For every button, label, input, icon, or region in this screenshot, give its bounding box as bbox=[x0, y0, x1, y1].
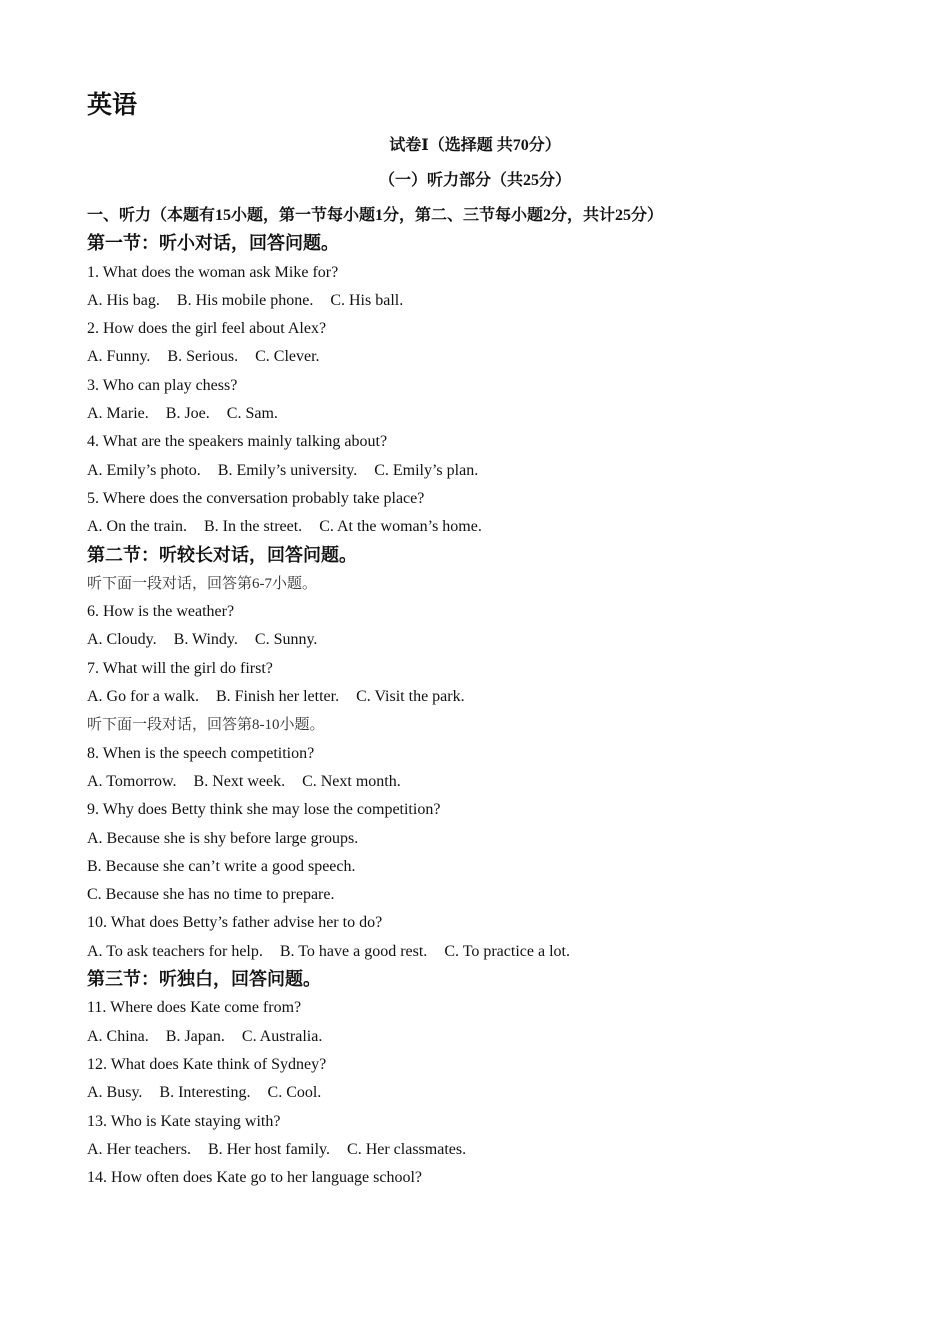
answer-option: B. Joe. bbox=[165, 405, 210, 423]
answer-option: A. Her teachers. bbox=[87, 1140, 191, 1158]
answer-option: C. Sunny. bbox=[254, 631, 318, 649]
answer-options bbox=[87, 343, 887, 371]
question-list bbox=[87, 202, 887, 1192]
answer-option: C. Emily’s plan. bbox=[374, 461, 479, 479]
answer-option: A. Go for a walk. bbox=[87, 688, 199, 706]
answer-option: C. Cool. bbox=[267, 1084, 322, 1102]
part-heading: （一）听力部分（共25分） bbox=[378, 172, 571, 189]
answer-option: B. Finish her letter. bbox=[215, 688, 340, 706]
part-heading-line: 一、听力（本题有15小题，第一节每小题1分，第二、三节每小题2分，共计25分） bbox=[87, 207, 664, 224]
section-heading: 第三节：听独白，回答问题。 bbox=[87, 969, 321, 991]
answer-option: C. Sam. bbox=[226, 405, 278, 423]
answer-option: B. Her host family. bbox=[207, 1140, 331, 1158]
answer-option: C. Next month. bbox=[302, 772, 401, 790]
answer-options bbox=[87, 683, 887, 711]
answer-option: A. Emily’s photo. bbox=[87, 461, 201, 479]
question-text: A. Because she is shy before large groups. bbox=[87, 829, 359, 847]
answer-option: B. Japan. bbox=[165, 1027, 225, 1045]
answer-options bbox=[87, 513, 887, 541]
answer-option: C. Clever. bbox=[255, 348, 320, 366]
question-text: 10. What does Betty’s father advise her to do? bbox=[87, 914, 383, 932]
answer-option: A. Busy. bbox=[87, 1084, 143, 1102]
answer-option: A. Marie. bbox=[87, 405, 149, 423]
answer-option: B. His mobile phone. bbox=[176, 291, 314, 309]
answer-options bbox=[87, 1023, 887, 1051]
question-text: B. Because she can’t write a good speech. bbox=[87, 857, 356, 875]
question-text: 1. What does the woman ask Mike for? bbox=[87, 263, 339, 281]
answer-option: A. His bag. bbox=[87, 291, 160, 309]
paper-heading: 试卷Ⅰ（选择题 共70分） bbox=[389, 137, 561, 154]
answer-option: B. Emily’s university. bbox=[217, 461, 358, 479]
question-text: 13. Who is Kate staying with? bbox=[87, 1112, 281, 1130]
answer-option: C. Her classmates. bbox=[347, 1140, 467, 1158]
section-heading: 第一节：听小对话，回答问题。 bbox=[87, 233, 339, 255]
answer-option: A. Cloudy. bbox=[87, 631, 157, 649]
instruction-text: 听下面一段对话，回答第6-7小题。 bbox=[87, 575, 317, 592]
answer-option: C. His ball. bbox=[330, 291, 404, 309]
answer-options bbox=[87, 626, 887, 654]
question-text: 5. Where does the conversation probably take place? bbox=[87, 489, 425, 507]
answer-options bbox=[87, 768, 887, 796]
question-text: 7. What will the girl do first? bbox=[87, 659, 273, 677]
answer-option: B. Next week. bbox=[193, 772, 286, 790]
question-text: C. Because she has no time to prepare. bbox=[87, 886, 335, 904]
question-text: 6. How is the weather? bbox=[87, 603, 235, 621]
answer-option: B. Interesting. bbox=[159, 1084, 251, 1102]
answer-options bbox=[87, 400, 887, 428]
answer-options bbox=[87, 1079, 887, 1107]
answer-option: A. China. bbox=[87, 1027, 149, 1045]
instruction-text: 听下面一段对话，回答第8-10小题。 bbox=[87, 717, 325, 734]
answer-options bbox=[87, 287, 887, 315]
answer-option: C. Australia. bbox=[241, 1027, 323, 1045]
answer-options bbox=[87, 1136, 887, 1164]
answer-option: C. Visit the park. bbox=[356, 688, 465, 706]
question-text: 14. How often does Kate go to her language school? bbox=[87, 1169, 423, 1187]
answer-option: A. Tomorrow. bbox=[87, 772, 177, 790]
answer-option: A. To ask teachers for help. bbox=[87, 942, 263, 960]
answer-options bbox=[87, 457, 887, 485]
answer-options bbox=[87, 938, 887, 966]
section-heading: 第二节：听较长对话，回答问题。 bbox=[87, 544, 357, 566]
answer-option: B. Windy. bbox=[173, 631, 238, 649]
question-text: 9. Why does Betty think she may lose the competition? bbox=[87, 801, 441, 819]
question-text: 3. Who can play chess? bbox=[87, 376, 238, 394]
answer-option: B. Serious. bbox=[167, 348, 239, 366]
answer-option: B. To have a good rest. bbox=[279, 942, 428, 960]
question-text: 11. Where does Kate come from? bbox=[87, 999, 302, 1017]
question-text: 4. What are the speakers mainly talking about? bbox=[87, 433, 388, 451]
answer-option: B. In the street. bbox=[203, 518, 303, 536]
answer-option: C. At the woman’s home. bbox=[319, 518, 482, 536]
answer-option: A. On the train. bbox=[87, 518, 187, 536]
question-text: 12. What does Kate think of Sydney? bbox=[87, 1055, 327, 1073]
answer-option: A. Funny. bbox=[87, 348, 151, 366]
question-text: 2. How does the girl feel about Alex? bbox=[87, 320, 327, 338]
question-text: 8. When is the speech competition? bbox=[87, 744, 315, 762]
page-title: 英语 bbox=[87, 90, 138, 119]
answer-option: C. To practice a lot. bbox=[444, 942, 570, 960]
